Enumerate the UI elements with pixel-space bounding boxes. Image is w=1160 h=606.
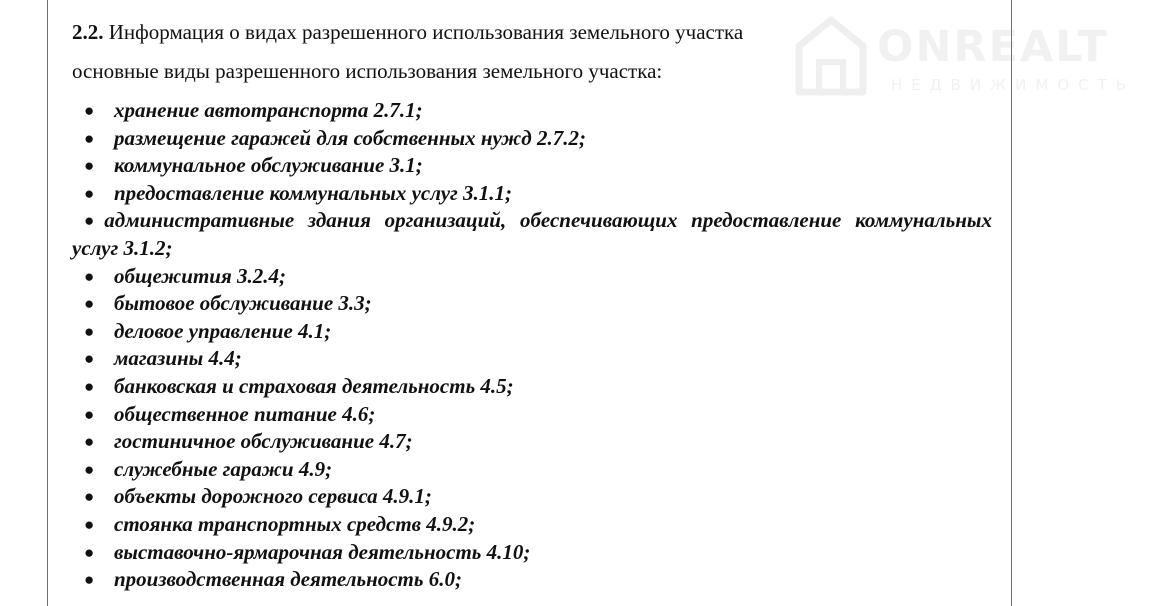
bullet-icon: ● xyxy=(84,487,95,507)
watermark xyxy=(795,14,1135,104)
page-border-left xyxy=(47,0,48,606)
list-item xyxy=(72,290,992,318)
section-number: 2.2. xyxy=(72,20,104,44)
bullet-icon: ● xyxy=(84,432,95,452)
list-item xyxy=(72,539,992,567)
list-item xyxy=(72,428,992,456)
list-item-text: предоставление коммунальных услуг 3.1.1; xyxy=(114,180,513,205)
list-item xyxy=(72,511,992,539)
list-item-text: выставочно-ярмарочная деятельность 4.10; xyxy=(114,539,531,564)
list-item-text: размещение гаражей для собственных нужд 2.7.2; xyxy=(114,125,586,150)
list-item xyxy=(72,373,992,401)
bullet-icon: ● xyxy=(84,514,95,534)
list-item-text: деловое управление 4.1; xyxy=(114,318,332,343)
bullet-icon: ● xyxy=(84,321,95,341)
bullet-icon: ● xyxy=(84,542,95,562)
bullet-icon: ● xyxy=(84,156,95,176)
list-item-text: служебные гаражи 4.9; xyxy=(114,456,333,481)
page-border-right xyxy=(1011,0,1012,606)
list-item-text: коммунальное обслуживание 3.1; xyxy=(114,153,423,178)
section-subtitle: основные виды разрешенного использования земельного участка: xyxy=(72,59,663,83)
bullet-icon: ● xyxy=(84,266,95,286)
list-item xyxy=(72,456,992,484)
list-item-text: административные здания организаций, обеспечивающих предоставление коммунальных услуг 3.1.2; xyxy=(72,208,992,260)
list-item-text: бытовое обслуживание 3.3; xyxy=(114,291,372,316)
list-item-text: гостиничное обслуживание 4.7; xyxy=(114,429,413,454)
bullet-icon: ● xyxy=(84,101,95,120)
watermark-tagline: НЕДВИЖИМОСТЬ xyxy=(891,76,1136,94)
list-item-text: магазины 4.4; xyxy=(114,346,242,371)
list-item xyxy=(72,345,992,373)
list-item xyxy=(72,483,992,511)
list-item xyxy=(72,263,992,291)
bullet-icon: ● xyxy=(84,404,95,424)
list-item-text: банковская и страховая деятельность 4.5; xyxy=(114,373,514,398)
section-title: Информация о видах разрешенного использования земельного участка xyxy=(108,20,744,44)
permitted-uses-list xyxy=(72,97,992,594)
list-item xyxy=(72,152,992,180)
list-item-text: объекты дорожного сервиса 4.9.1; xyxy=(114,484,432,509)
list-item xyxy=(72,125,992,153)
section-heading xyxy=(72,19,743,45)
bullet-icon: ● xyxy=(84,211,95,231)
bullet-icon: ● xyxy=(84,294,95,314)
watermark-brand: ONREALT xyxy=(877,22,1109,72)
bullet-icon: ● xyxy=(84,459,95,479)
list-item xyxy=(72,566,992,594)
bullet-icon: ● xyxy=(84,570,95,590)
list-item xyxy=(72,97,992,125)
list-item-text: общественное питание 4.6; xyxy=(114,401,376,426)
list-item xyxy=(72,207,992,262)
bullet-icon: ● xyxy=(84,376,95,396)
list-item-text: общежития 3.2.4; xyxy=(114,263,287,288)
bullet-icon: ● xyxy=(84,183,95,203)
list-item-text: производственная деятельность 6.0; xyxy=(114,567,462,592)
list-item-text: стоянка транспортных средств 4.9.2; xyxy=(114,511,476,536)
bullet-icon: ● xyxy=(84,349,95,369)
list-item xyxy=(72,318,992,346)
bullet-icon: ● xyxy=(84,128,95,148)
list-item xyxy=(72,401,992,429)
house-logo-icon xyxy=(795,16,867,96)
list-item xyxy=(72,180,992,208)
list-item-text: хранение автотранспорта 2.7.1; xyxy=(114,98,423,122)
